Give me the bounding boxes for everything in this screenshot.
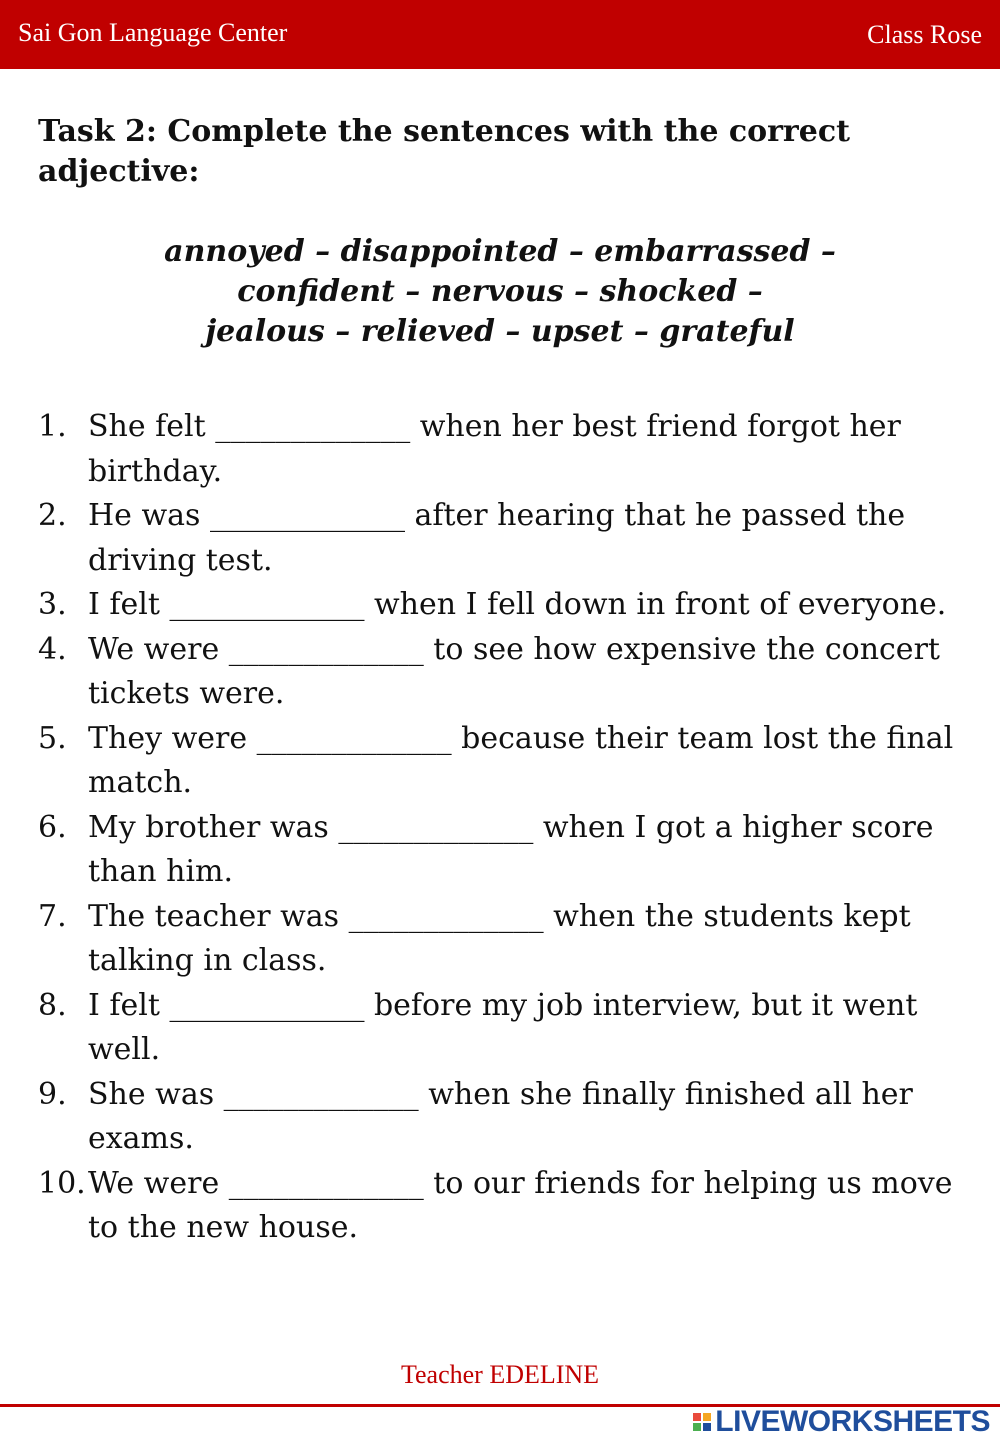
- question-text-before: She was: [88, 1076, 224, 1112]
- question-number: 10.: [38, 1165, 86, 1201]
- class-name: Class Rose: [867, 20, 982, 49]
- header-bar: [0, 0, 1000, 69]
- answer-blank[interactable]: _____________: [223, 1076, 419, 1112]
- answer-blank[interactable]: _____________: [169, 987, 365, 1023]
- question-text-before: My brother was: [88, 809, 339, 845]
- question-text-after: to see how expensive the concert tickets were.: [88, 631, 940, 711]
- question-text-after: when I got a higher score than him.: [88, 809, 934, 889]
- teacher-name: Teacher EDELINE: [400, 1360, 600, 1389]
- question-text-before: He was: [88, 498, 210, 533]
- brand-name: LIVEWORKSHEETS: [715, 1405, 990, 1438]
- question-list: [38, 405, 968, 1251]
- word-bank: [0, 232, 1000, 352]
- question-text-before: The teacher was: [88, 898, 349, 934]
- question-text-before: I felt: [88, 587, 170, 622]
- question-text-before: We were: [88, 1165, 229, 1201]
- answer-blank[interactable]: _____________: [348, 898, 544, 934]
- word-bank-line: jealous – relieved – upset – grateful: [205, 314, 795, 349]
- question-text-before: They were: [88, 720, 257, 756]
- center-name: Sai Gon Language Center: [18, 18, 288, 47]
- question-number: 3.: [38, 587, 67, 622]
- liveworksheets-logo[interactable]: [693, 1404, 990, 1440]
- question-text-after: to our friends for helping us move to the new house.: [88, 1165, 953, 1245]
- question-number: 5.: [38, 720, 67, 756]
- question-number: 7.: [38, 898, 67, 934]
- answer-blank[interactable]: _____________: [338, 809, 534, 845]
- question-item: [38, 806, 968, 895]
- question-item: [38, 895, 968, 984]
- question-item: [38, 717, 968, 806]
- question-item: [38, 405, 968, 494]
- question-text-after: when her best friend forgot her birthday.: [88, 409, 901, 489]
- word-bank-line: confident – nervous – shocked –: [237, 274, 763, 309]
- answer-blank[interactable]: _____________: [169, 587, 365, 622]
- question-text-before: She felt: [88, 409, 216, 444]
- question-number: 6.: [38, 809, 67, 845]
- question-item: [38, 1073, 968, 1162]
- question-number: 8.: [38, 987, 67, 1023]
- question-item: [38, 1162, 968, 1251]
- answer-blank[interactable]: _____________: [256, 720, 452, 756]
- question-text-after: because their team lost the final match.: [88, 720, 954, 800]
- answer-blank[interactable]: _____________: [228, 1165, 424, 1201]
- question-text-before: We were: [88, 631, 229, 667]
- question-number: 9.: [38, 1076, 67, 1112]
- question-text-after: after hearing that he passed the driving test.: [88, 498, 906, 578]
- question-item: [38, 628, 968, 717]
- word-bank-line: annoyed – disappointed – embarrassed –: [164, 234, 836, 269]
- question-number: 4.: [38, 631, 67, 667]
- question-item: [38, 583, 968, 628]
- question-item: [38, 984, 968, 1073]
- question-item: [38, 494, 968, 583]
- question-text-after: when the students kept talking in class.: [88, 898, 911, 978]
- answer-blank[interactable]: _____________: [209, 498, 405, 533]
- question-text-before: I felt: [88, 987, 170, 1023]
- liveworksheets-logo-icon: [693, 1413, 711, 1431]
- answer-blank[interactable]: _____________: [228, 631, 424, 667]
- task-title: Task 2: Complete the sentences with the correct adjective:: [38, 114, 850, 189]
- question-number: 1.: [38, 409, 67, 444]
- question-text-after: when she finally finished all her exams.: [88, 1076, 913, 1156]
- question-text-after: before my job interview, but it went well.: [88, 987, 918, 1067]
- answer-blank[interactable]: _____________: [215, 409, 411, 444]
- question-text-after: when I fell down in front of everyone.: [364, 587, 947, 622]
- question-number: 2.: [38, 498, 67, 533]
